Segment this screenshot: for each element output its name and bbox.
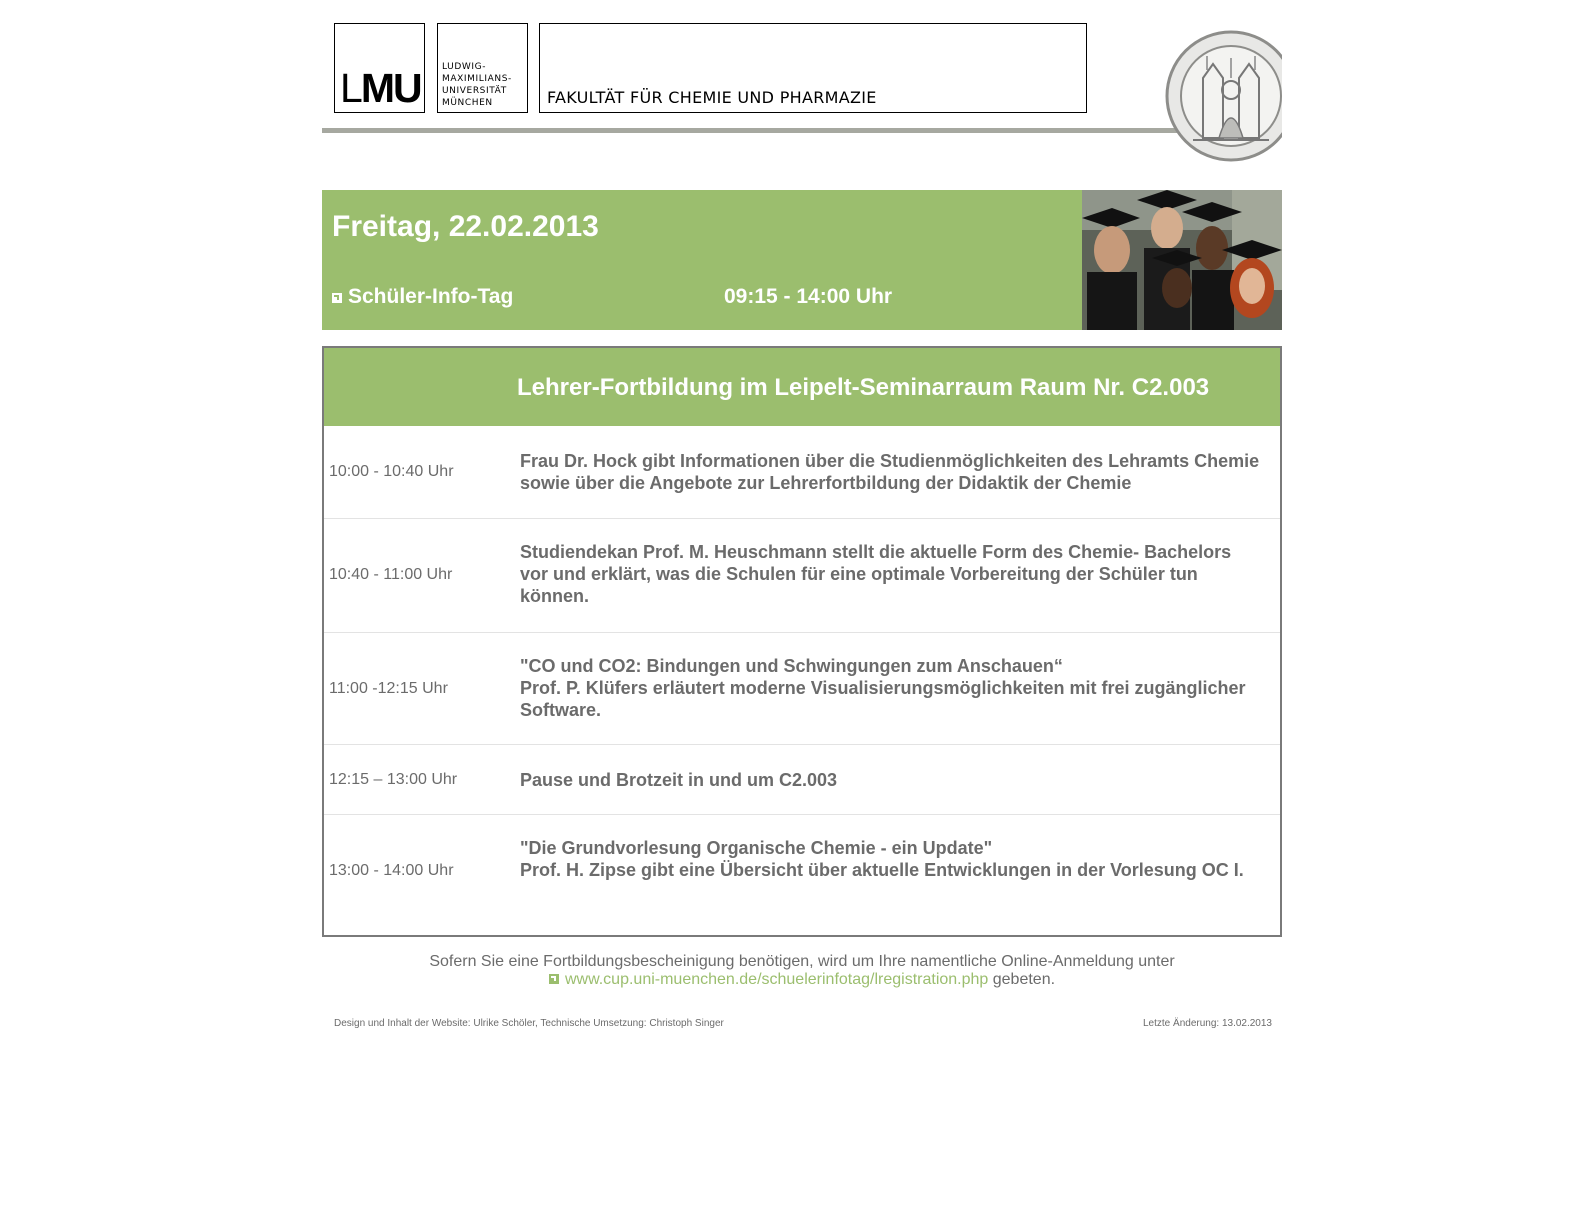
session-time: 10:40 - 11:00 Uhr: [329, 566, 453, 583]
site-credits: Design und Inhalt der Website: Ulrike Schöler, Technische Umsetzung: Christoph Singer: [334, 1018, 724, 1029]
table-row: [324, 745, 1280, 815]
registration-note: [322, 953, 1282, 989]
table-row: [324, 633, 1280, 745]
registration-link[interactable]: [549, 971, 988, 988]
session-time: 13:00 - 14:00 Uhr: [329, 862, 454, 879]
session-description: "Die Grundvorlesung Organische Chemie - ein Update" Prof. H. Zipse gibt eine Übersicht über aktuelle Entwicklungen in der Vorlesung OC I.: [520, 838, 1244, 880]
faculty-name: FAKULTÄT FÜR CHEMIE UND PHARMAZIE: [547, 88, 877, 107]
session-description: Studiendekan Prof. M. Heuschmann stellt die aktuelle Form des Chemie- Bachelors vor und erklärt, was die Schulen für eine optimale Vorbereitung der Schüler tun können.: [520, 542, 1232, 606]
university-name: LUDWIG- MAXIMILIANS- UNIVERSITÄT MÜNCHEN: [442, 62, 512, 108]
event-link-label: Schüler-Info-Tag: [348, 285, 514, 308]
event-time: 09:15 - 14:00 Uhr: [724, 285, 893, 308]
lmu-logo[interactable]: [334, 23, 425, 113]
session-time: 12:15 – 13:00 Uhr: [329, 771, 458, 788]
event-link[interactable]: [332, 285, 513, 309]
session-description: Frau Dr. Hock gibt Informationen über die Studienmöglichkeiten des Lehramts Chemie sowie über die Angebote zur Lehrerfortbildung der Didaktik der Chemie: [520, 451, 1260, 493]
last-modified: Letzte Änderung: 13.02.2013: [1143, 1018, 1272, 1029]
header-divider: [322, 128, 1182, 133]
table-row: [324, 815, 1280, 927]
event-date: Freitag, 22.02.2013: [332, 210, 599, 243]
faculty-box[interactable]: [539, 23, 1087, 113]
university-name-box[interactable]: [437, 23, 528, 113]
table-row: [324, 519, 1280, 633]
lmu-logo-text: LMU: [340, 65, 421, 111]
schedule-table: [322, 346, 1282, 937]
registration-note-suffix: gebeten.: [988, 971, 1056, 988]
session-description: "CO und CO2: Bindungen und Schwingungen zum Anschauen“ Prof. P. Klüfers erläutert moderne Visualisierungsmöglichkeiten mit frei zugänglicher Software.: [520, 656, 1246, 720]
graduates-photo: [1082, 190, 1282, 330]
table-row: [324, 426, 1280, 519]
external-link-icon: [332, 293, 342, 303]
session-time: 10:00 - 10:40 Uhr: [329, 463, 454, 480]
event-banner: [322, 190, 1082, 330]
schedule-header: [324, 348, 1280, 426]
registration-link-label: www.cup.uni-muenchen.de/schuelerinfotag/lregistration.php: [564, 971, 989, 988]
schedule-title: Lehrer-Fortbildung im Leipelt-Seminarraum Raum Nr. C2.003: [517, 374, 1210, 401]
registration-note-text: Sofern Sie eine Fortbildungsbescheinigung benötigen, wird um Ihre namentliche Online-Anmeldung unter: [429, 953, 1175, 970]
session-time: 11:00 -12:15 Uhr: [329, 680, 448, 697]
session-description: Pause und Brotzeit in und um C2.003: [520, 770, 838, 790]
external-link-icon: [549, 974, 559, 984]
university-seal-icon: [1163, 28, 1282, 165]
